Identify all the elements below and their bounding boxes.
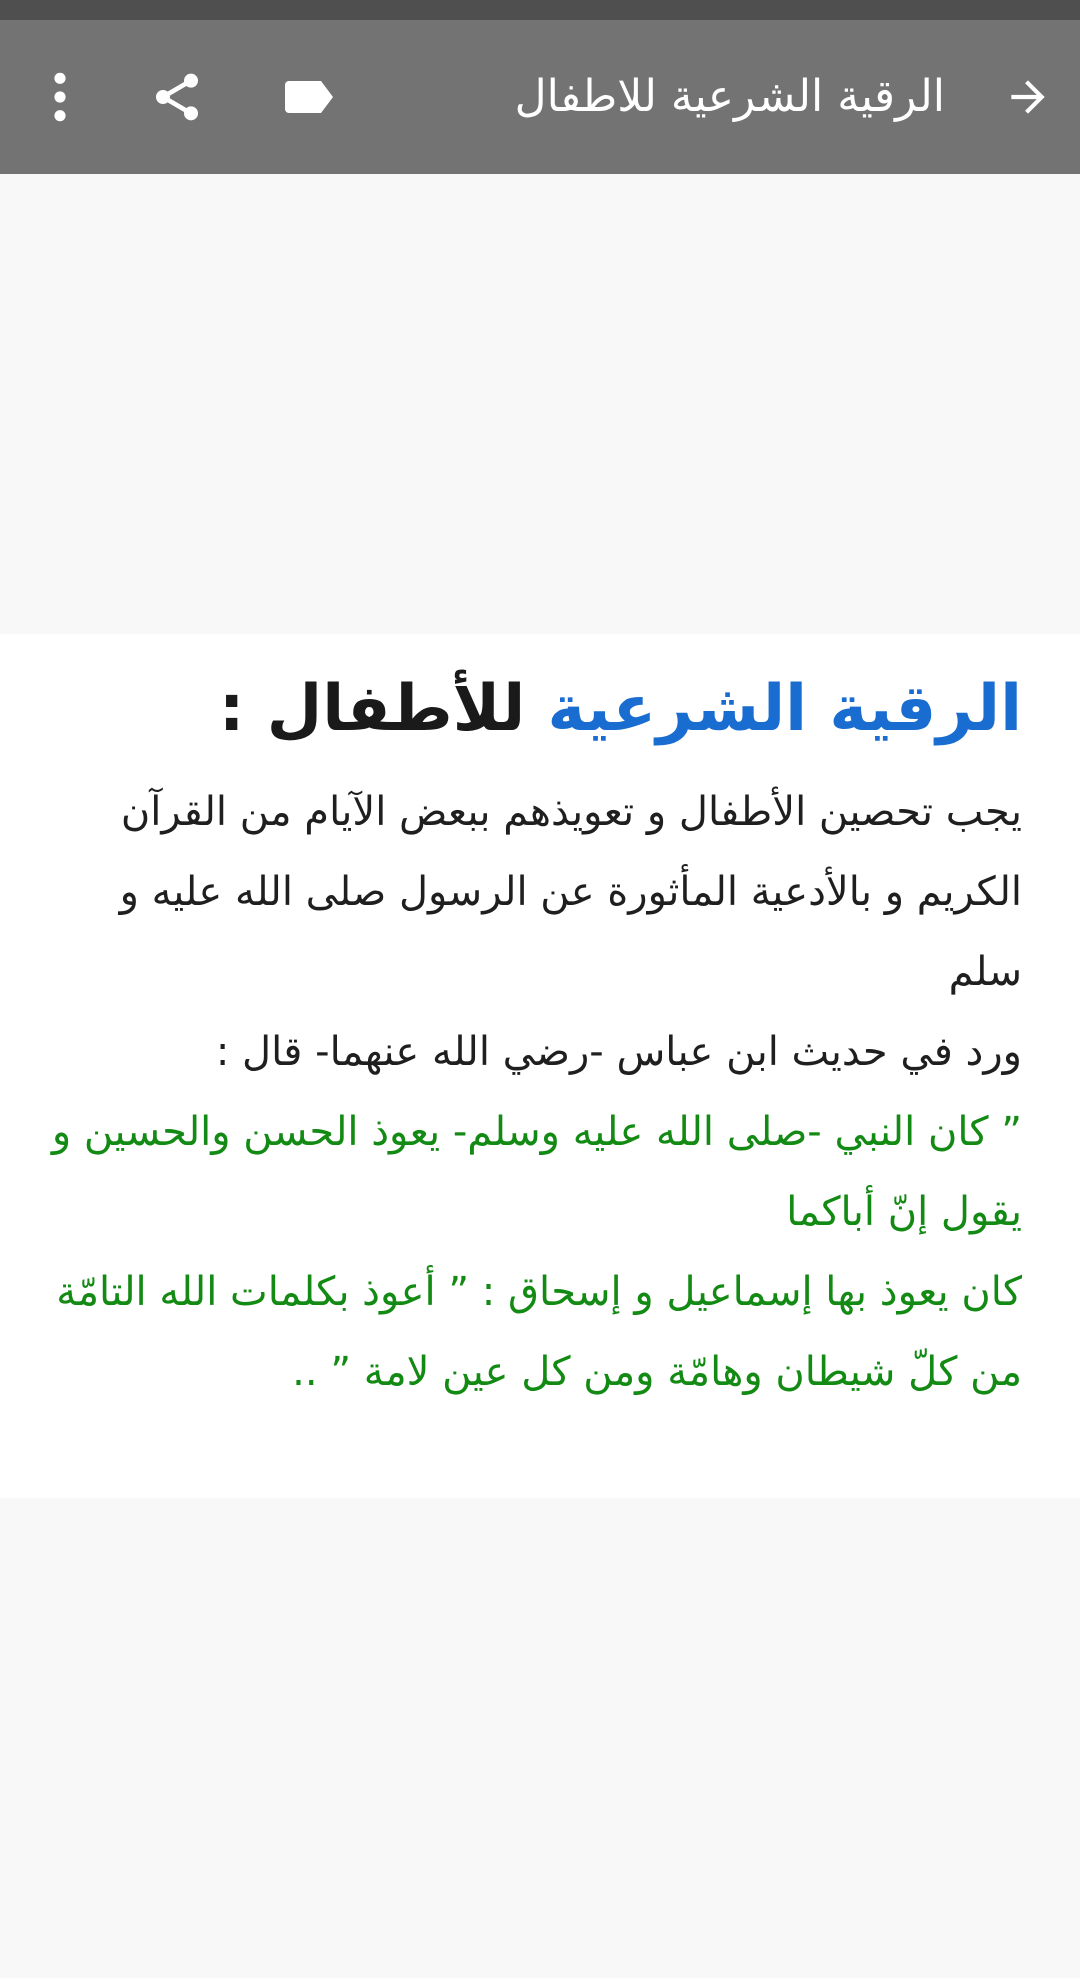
hadith-quote-1: ” كان النبي -صلى الله عليه وسلم- يعوذ الحسن والحسين و يقول إنّ أباكما <box>51 1109 1022 1235</box>
heading-highlight: الرقية الشرعية <box>547 672 1022 746</box>
label-button[interactable] <box>270 57 350 137</box>
app-toolbar <box>0 20 1080 174</box>
heading-rest: للأطفال : <box>218 672 548 746</box>
share-icon <box>149 69 205 125</box>
more-vert-icon <box>50 69 70 125</box>
status-bar <box>0 0 1080 20</box>
article-content <box>50 664 1022 1412</box>
article-card <box>0 634 1080 1498</box>
article-heading <box>50 664 1022 754</box>
intro-paragraph: يجب تحصين الأطفال و تعويذهم ببعض الآيام من القرآن الكريم و بالأدعية المأثورة عن الرسول صلى الله عليه و سلم <box>119 789 1022 995</box>
overflow-menu-button[interactable] <box>20 57 100 137</box>
hadith-quote-2: كان يعوذ بها إسماعيل و إسحاق : ” أعوذ بكلمات الله التامّة من كلّ شيطان وهامّة ومن كل عين لامة ” .. <box>56 1269 1022 1395</box>
arrow-right-icon <box>1003 72 1053 122</box>
label-tag-icon <box>283 77 337 117</box>
share-button[interactable] <box>137 57 217 137</box>
hadith-intro: ورد في حديث ابن عباس -رضي الله عنهما- قال : <box>215 1029 1022 1075</box>
toolbar-title: الرقية الشرعية للاطفال <box>514 71 945 122</box>
back-button[interactable] <box>988 57 1068 137</box>
